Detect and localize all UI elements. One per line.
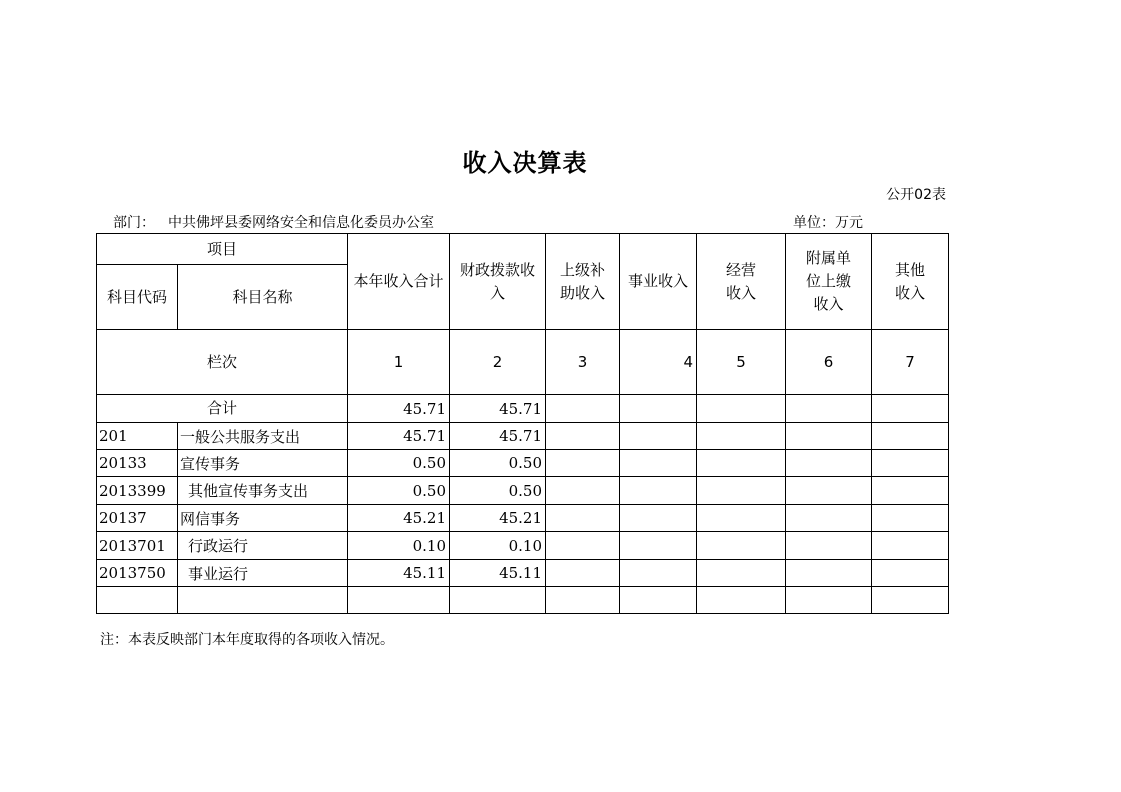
index-number: 2 bbox=[450, 330, 546, 395]
header-total-income: 本年收入合计 bbox=[348, 234, 450, 330]
subject-code: 2013701 bbox=[97, 532, 178, 560]
header-fiscal-allocation: 财政拨款收入 bbox=[450, 234, 546, 330]
total-label: 合计 bbox=[97, 395, 348, 423]
index-number: 5 bbox=[697, 330, 786, 395]
fiscal-allocation-value: 45.71 bbox=[450, 423, 546, 450]
form-number: 公开02表 bbox=[886, 187, 946, 203]
index-number: 7 bbox=[872, 330, 949, 395]
subject-code: 2013399 bbox=[97, 477, 178, 505]
subject-name: 行政运行 bbox=[178, 532, 348, 560]
fiscal-allocation-value: 0.10 bbox=[450, 532, 546, 560]
fiscal-allocation-value: 0.50 bbox=[450, 477, 546, 505]
subject-name: 一般公共服务支出 bbox=[178, 423, 348, 450]
fiscal-allocation-value: 45.21 bbox=[450, 505, 546, 532]
empty-row bbox=[97, 587, 949, 614]
index-number: 4 bbox=[620, 330, 697, 395]
department-label: 部门： bbox=[113, 215, 155, 231]
header-superior-subsidy: 上级补助收入 bbox=[546, 234, 620, 330]
total-row bbox=[97, 395, 949, 423]
table-row bbox=[97, 477, 949, 505]
header-operating-income: 经营收入 bbox=[697, 234, 786, 330]
subject-code: 20137 bbox=[97, 505, 178, 532]
total-income-value: 45.71 bbox=[348, 423, 450, 450]
total-value: 45.71 bbox=[348, 395, 450, 423]
header-business-income: 事业收入 bbox=[620, 234, 697, 330]
index-number: 1 bbox=[348, 330, 450, 395]
table-row bbox=[97, 560, 949, 587]
header-item: 项目 bbox=[97, 234, 348, 265]
index-row-label: 栏次 bbox=[97, 330, 348, 395]
subject-code: 20133 bbox=[97, 450, 178, 477]
income-table bbox=[96, 233, 949, 614]
subject-name: 其他宣传事务支出 bbox=[178, 477, 348, 505]
table-row bbox=[97, 532, 949, 560]
index-number: 3 bbox=[546, 330, 620, 395]
table-row bbox=[97, 423, 949, 450]
page-title: 收入决算表 bbox=[462, 149, 588, 177]
table-row bbox=[97, 450, 949, 477]
header-other-income: 其他收入 bbox=[872, 234, 949, 330]
subject-name: 事业运行 bbox=[178, 560, 348, 587]
department-name: 中共佛坪县委网络安全和信息化委员办公室 bbox=[168, 215, 434, 231]
index-number: 6 bbox=[786, 330, 872, 395]
header-affiliated-income: 附属单位上缴收入 bbox=[786, 234, 872, 330]
fiscal-allocation-value: 0.50 bbox=[450, 450, 546, 477]
total-value: 45.71 bbox=[450, 395, 546, 423]
fiscal-allocation-value: 45.11 bbox=[450, 560, 546, 587]
total-income-value: 45.21 bbox=[348, 505, 450, 532]
total-income-value: 0.50 bbox=[348, 477, 450, 505]
total-income-value: 0.50 bbox=[348, 450, 450, 477]
header-subject-code: 科目代码 bbox=[97, 265, 178, 330]
header-subject-name: 科目名称 bbox=[178, 265, 348, 330]
unit-label: 单位：万元 bbox=[793, 215, 863, 231]
subject-code: 201 bbox=[97, 423, 178, 450]
table-row bbox=[97, 505, 949, 532]
subject-code: 2013750 bbox=[97, 560, 178, 587]
subject-name: 宣传事务 bbox=[178, 450, 348, 477]
total-income-value: 45.11 bbox=[348, 560, 450, 587]
total-income-value: 0.10 bbox=[348, 532, 450, 560]
subject-name: 网信事务 bbox=[178, 505, 348, 532]
footnote: 注：本表反映部门本年度取得的各项收入情况。 bbox=[100, 632, 394, 648]
